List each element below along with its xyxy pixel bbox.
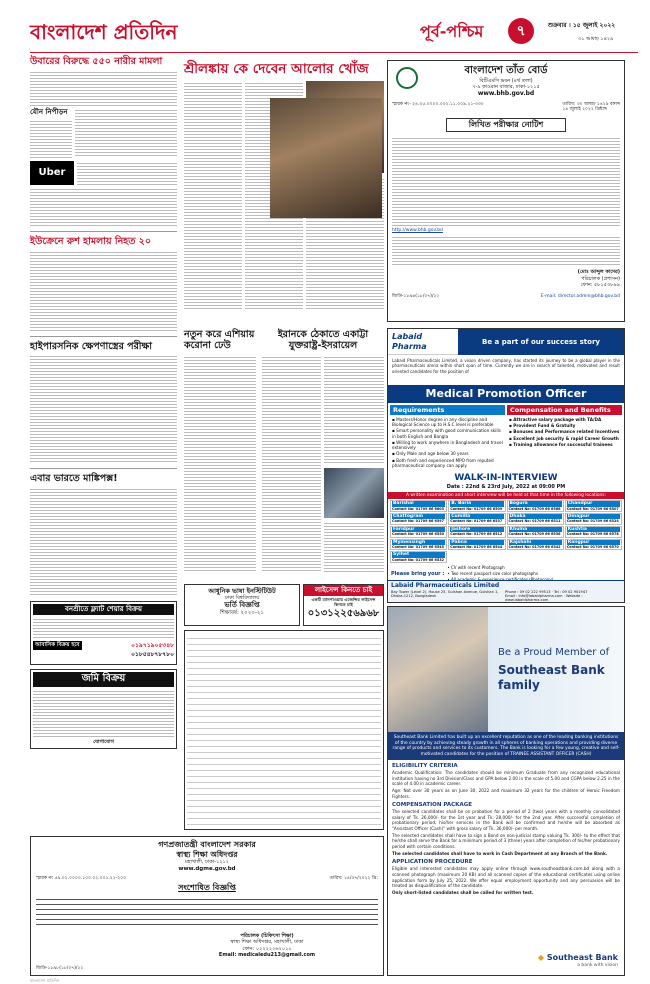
story-missile-headline[interactable]: হাইপারসনিক ক্ষেপণাস্ত্রের পরীক্ষা bbox=[30, 340, 152, 352]
location-cell[interactable] bbox=[565, 539, 622, 551]
location-city: Pabna bbox=[450, 540, 503, 546]
requirement-item: ▪ Smart personality with good communication skills in both English and Bangla bbox=[392, 428, 501, 439]
labaid-intro: Labaid Pharmaceuticals Limited, a vision driven company, has started its journey to be a global player in the pharmaceuticals arena within short span of time. Currently we are in search of talented, motivated and result oriented candidates for the position of bbox=[392, 358, 620, 374]
school-label: ভর্তি বিজ্ঞপ্তি bbox=[224, 601, 260, 610]
labaid-footer-address: Bay Tower (Level 2), House 25, Gulshan Avenue, Gulshan 1, Dhaka-1212, Bangladesh bbox=[391, 589, 499, 598]
masthead bbox=[0, 0, 650, 52]
main-story-headline[interactable]: শ্রীলঙ্কায় কে দেবেন আলোর খোঁজ bbox=[184, 61, 369, 77]
sbl-logo-icon: ◆ bbox=[537, 953, 545, 963]
location-city: Barishal bbox=[392, 501, 445, 507]
bring-item: • CV with recent Photograph bbox=[447, 565, 505, 571]
labaid-footer-phone[interactable]: Phone : 09 02 222 99513 bbox=[505, 589, 551, 594]
story-asia-covid bbox=[184, 330, 256, 580]
location-cell[interactable] bbox=[507, 500, 564, 512]
tender-signer-phone: ফোন: ৫৮১৫৩৮৯৯ bbox=[580, 281, 620, 288]
sbl-logo-text: Southeast Bank bbox=[546, 953, 618, 963]
sbl-logo-sub: a bank with vision bbox=[577, 963, 618, 969]
location-phone: Contact No: 01709 66 6512 bbox=[450, 532, 503, 537]
tender-address: ৭-৯ কাওরান বাজার, ঢাকা-১২১৫ bbox=[472, 83, 540, 90]
location-city: Mymensingh bbox=[392, 540, 445, 546]
location-phone: Contact No: 01709 66 6536 bbox=[508, 532, 561, 537]
classified-flat[interactable] bbox=[30, 601, 177, 665]
requirement-item: ▪ Willing to work anywhere in Bangladesh and travel extensively bbox=[392, 439, 503, 451]
sbl-comp-2: The selected candidates shall have to sign a Bond on non-judicial stamp valuing Tk. 300/- to the effect that he/she shall serve the Bank for a minimum period of 3 (three) years after completion of his/her probationary period with certain conditions. bbox=[392, 832, 620, 850]
admission-table bbox=[184, 630, 384, 830]
tender-logo bbox=[396, 67, 418, 89]
uber-logo bbox=[30, 161, 74, 185]
labaid-logo[interactable]: Labaid Pharma bbox=[392, 331, 427, 351]
location-cell[interactable] bbox=[507, 526, 564, 538]
dghs-ref: স্মারক নং ৫৯.০২.০০০০.১০০.০২.০০১.২২-২০০ bbox=[36, 875, 127, 881]
classified-flat-phone[interactable]: ০১৯৭১৯০৫৩৪৮ bbox=[131, 641, 174, 649]
labaid-footer-email[interactable]: Email : info@labaidpharma.com bbox=[505, 593, 563, 598]
labaid-footer-web[interactable]: Website : www.labaidpharma.com bbox=[505, 593, 583, 603]
crowd-photo bbox=[270, 98, 382, 218]
page-folio: বাংলাদেশ প্রতিদিন bbox=[30, 978, 60, 983]
labaid-footer-tel[interactable]: Tel : 09 02 901947 bbox=[553, 589, 588, 594]
labaid-walkin-date: Date : 22nd & 23rd July, 2022 at 09:00 PM bbox=[446, 484, 566, 491]
newspaper-logo[interactable]: বাংলাদেশ প্রতিদিন bbox=[30, 20, 178, 44]
sbl-headline-1: Be a Proud Member of bbox=[498, 647, 610, 658]
dghs-title: সংশোধিত বিজ্ঞপ্তি bbox=[178, 883, 236, 893]
sbl-age: Age: Not over 30 years as on June 30, 2022 and maximum 32 years for the children of Heroic Freedom Fighters. bbox=[392, 787, 620, 799]
dghs-signer-sub: স্বাস্থ্য শিক্ষা অধিদপ্তর, মহাখালী, ঢাকা bbox=[230, 939, 304, 946]
location-cell[interactable] bbox=[390, 526, 447, 538]
story-uber-inline-label bbox=[30, 108, 72, 159]
story-uber-inline-label-text: যৌন নিপীড়ন bbox=[30, 107, 68, 116]
school-session: শিক্ষাবর্ষ: ২০২০-২১ bbox=[219, 610, 264, 617]
classified-land-title: জমি বিক্রয় bbox=[33, 672, 174, 687]
dghs-date: তারিখ: ১৪/০৭/২০২২ খ্রি: bbox=[329, 875, 378, 881]
dghs-govt: গণপ্রজাতন্ত্রী বাংলাদেশ সরকার bbox=[158, 840, 256, 849]
dghs-dept: স্বাস্থ্য শিক্ষা অধিদপ্তর bbox=[176, 850, 238, 859]
story-uber-body-5 bbox=[30, 187, 177, 227]
dghs-signer-phone: ফোন: ০২২২২২৬২০১০ bbox=[242, 945, 292, 952]
dghs-notice[interactable] bbox=[30, 836, 384, 976]
classified-flat-body bbox=[33, 617, 174, 639]
classified-flat-title: বনশ্রীতে ফ্ল্যাট শেয়ার বিক্রয় bbox=[33, 604, 174, 615]
location-phone: Contact No: 01709 66 6545 bbox=[392, 545, 444, 550]
location-phone: Contact No: 01709 66 6550 bbox=[392, 532, 444, 537]
southeast-bank-ad[interactable] bbox=[387, 606, 625, 976]
location-cell[interactable] bbox=[448, 526, 505, 538]
location-phone: Contact No: 01709 66 6532 bbox=[392, 558, 444, 563]
location-city: Bogura bbox=[509, 501, 562, 507]
dghs-web[interactable]: www.dgme.gov.bd bbox=[178, 865, 236, 872]
location-phone: Contact No: 01709 66 6578 bbox=[566, 532, 619, 537]
classified-land[interactable] bbox=[30, 669, 177, 749]
story-uber-body-2 bbox=[30, 119, 72, 159]
location-cell[interactable] bbox=[507, 513, 564, 525]
section-title: পূর্ব-পশ্চিম bbox=[420, 22, 484, 41]
labaid-walkin: WALK-IN-INTERVIEW bbox=[454, 473, 558, 484]
labaid-benefits-title: Compensation and Benefits bbox=[507, 405, 622, 415]
masthead-rule bbox=[30, 52, 638, 53]
page-number bbox=[508, 18, 534, 44]
benefit-item: ▪ Bonuses and Performance related Incentives bbox=[509, 429, 620, 435]
location-cell[interactable] bbox=[390, 539, 447, 551]
divider bbox=[30, 231, 177, 232]
uber-logo-text: Uber bbox=[38, 166, 66, 178]
sbl-eligibility-title: ELIGIBILITY CRITERIA bbox=[392, 763, 458, 769]
benefit-item: ▪ Attractive salary package with TA/DA bbox=[509, 416, 602, 422]
location-city: Dinajpur bbox=[567, 514, 620, 520]
license-sub: একটি ম্যানপাওয়ার এজেন্সির লাইসেন্স কিনতে চাই bbox=[311, 596, 376, 607]
tender-body-2 bbox=[392, 235, 620, 265]
story-ukraine-body bbox=[30, 250, 177, 332]
left-column bbox=[30, 56, 177, 941]
tender-govt-ref: জিডি-১৮৯৬(১৮/০৭)/২২ bbox=[392, 294, 440, 300]
location-city: Cumilla bbox=[450, 514, 503, 520]
dghs-email[interactable]: Email: medicaledu213@gmail.com bbox=[218, 951, 316, 958]
license-ad[interactable] bbox=[303, 584, 384, 626]
location-city: Sylhet bbox=[392, 552, 445, 558]
location-phone: Contact No: 01709 66 6511 bbox=[508, 519, 561, 524]
bring-item: • Two recent passport size color photographs bbox=[447, 571, 538, 577]
requirement-item: ▪ Masters/Honor degree in any discipline and Biological Science up to H.S.C level is preferable bbox=[392, 416, 494, 428]
labaid-ad[interactable] bbox=[387, 328, 625, 603]
story-uber-body-3 bbox=[75, 108, 177, 158]
labaid-please-bring: Please bring your : bbox=[391, 571, 445, 578]
labaid-footer: Labaid Pharmaceuticals Limited Bay Tower (Level 2), House 25, Gulshan Avenue, Gulshan 1, Dhaka-1212, Bangladesh Phone : 09 02 222 99513 · Tel : 09 02 901947 Email : info@labaidpharma.com · Website : www.labaidpharma.com bbox=[388, 580, 624, 602]
tender-title: লিখিত পরীক্ষার নোটিশ bbox=[446, 118, 566, 132]
location-phone: Contact No: 01709 66 6542 bbox=[508, 545, 561, 550]
story-missile-body bbox=[30, 354, 177, 464]
benefit-item: ▪ Provident Fund & Gratuity bbox=[509, 423, 576, 429]
sbl-intro: Southeast Bank Limited has built up an excellent reputation as one of the leading banking institutions of the country by achieving steady growth in all spheres of banking operations and providing diverse range of products and services to its customers. The Bank is looking for a few young, creative and self-motivated candidates for the position of TRAINEE ASSISTANT OFFICER (CASH) bbox=[388, 732, 624, 760]
sbl-apply-note: Only short-listed candidates shall be called for written test. bbox=[392, 890, 534, 896]
story-iran-col2 bbox=[324, 355, 384, 465]
labaid-footer-company: Labaid Pharmaceuticals Limited bbox=[391, 582, 500, 589]
sbl-banner bbox=[388, 607, 624, 732]
school-sub: ঢাকা বিশ্ববিদ্যালয় bbox=[224, 595, 260, 602]
sbl-headline-2: Southeast Bank family bbox=[498, 663, 605, 692]
divider bbox=[30, 468, 177, 469]
sbl-comp-title: COMPENSATION PACKAGE bbox=[392, 802, 472, 809]
classified-land-contact: যোগাযোগ bbox=[93, 738, 114, 745]
location-cell[interactable] bbox=[507, 539, 564, 551]
story-iran-col1 bbox=[262, 355, 321, 573]
location-phone: Contact No: 01709 66 6570 bbox=[566, 545, 619, 550]
story-iran-col3 bbox=[324, 521, 384, 573]
sbl-apply: Eligible and interested candidates may apply online through www.southeastbank.com.bd along with a scanned photograph (maximum 20 KB) and all scanned copies of the educational certificates using online application form by July 25, 2022. We offer equal employment opportunity and any persuasion will be treated as disqualification of the candidate. bbox=[392, 866, 620, 889]
story-asia-covid-body bbox=[184, 355, 256, 573]
story-iran bbox=[262, 330, 384, 580]
location-city: Kushtia bbox=[567, 527, 620, 533]
requirement-item: ▪ Only Male and age below 30 years bbox=[392, 451, 469, 457]
labaid-tagline: Be a part of our success story bbox=[458, 329, 624, 355]
divider bbox=[30, 336, 177, 337]
tender-org: বাংলাদেশ তাঁত বোর্ড bbox=[464, 65, 548, 76]
location-city: B. Baria bbox=[450, 501, 503, 507]
location-cell[interactable] bbox=[390, 551, 447, 563]
tender-email[interactable]: E-mail: director.admin@bhb.gov.bd bbox=[540, 294, 620, 300]
location-city: Faridpur bbox=[392, 527, 445, 533]
location-city: Jashore bbox=[450, 527, 503, 533]
dghs-address: মহাখালী, ঢাকা-১২১২ bbox=[185, 859, 229, 866]
tender-signer: (মোঃ আব্দুল কাদের) bbox=[577, 269, 620, 276]
tender-body bbox=[392, 136, 620, 226]
story-iran-headline[interactable]: ইরানকে ঠেকাতে একাট্টা যুক্তরাষ্ট্র-ইসরায়েল bbox=[277, 329, 369, 351]
classified-flat-banner: আবাসিক বিক্রয় হবে bbox=[35, 642, 80, 648]
location-cell[interactable] bbox=[565, 526, 622, 538]
sbl-comp-1: The selected candidates shall be on probation for a period of 2 (two) years with a monthly consolidated salary of Tk. 26,000/- for the 1st year and Tk. 28,000/- for the 2nd year. After successful completion of probationary period, his/her services in the Bank will be confirmed and he/she will be absorbed as "Assistant Officer (Cash)" with gross salary of Tk. 36,000/- per month. bbox=[392, 809, 620, 832]
admission-table-body bbox=[187, 633, 381, 829]
story-uber-body bbox=[30, 70, 177, 106]
tender-signer-title: পরিচালক (প্রশাসন) bbox=[581, 275, 620, 282]
issue-date: শুক্রবার । ১৫ জুলাই ২০২২ bbox=[548, 22, 616, 29]
location-city: Chandpur bbox=[567, 501, 620, 507]
location-phone: Contact No: 01709 66 6597 bbox=[392, 519, 444, 524]
labaid-requirements-list bbox=[390, 415, 505, 471]
location-cell[interactable] bbox=[390, 513, 447, 525]
labaid-benefits-list bbox=[507, 415, 622, 450]
location-city: Rangpur bbox=[567, 540, 620, 546]
labaid-position: Medical Promotion Officer bbox=[388, 385, 624, 403]
sbl-eligibility: Academic Qualification: The candidates should be minimum Graduate from any recognized educational institution having no 3rd Division/Class and GPA below 2.00 in the scale of 5.00 and CGPA below 2.25 in the scale of 4.00 in academic career. bbox=[392, 769, 620, 787]
location-cell[interactable] bbox=[565, 513, 622, 525]
school-admission-ad[interactable] bbox=[184, 584, 300, 626]
benefit-item: ▪ Excellent job security & rapid Career Growth bbox=[509, 435, 619, 441]
issue-date-bangla: ৩১ আষাঢ় ১৪২৯ bbox=[578, 36, 614, 42]
location-cell[interactable] bbox=[390, 500, 447, 512]
story-uber-body-4 bbox=[77, 161, 177, 185]
location-phone: Contact No: 01709 66 6603 bbox=[392, 506, 444, 511]
location-cell[interactable] bbox=[448, 513, 505, 525]
requirement-item: ▪ Both fresh and experienced MPO from reputed pharmaceutical company can apply bbox=[392, 457, 494, 468]
tender-web[interactable]: www.bhb.gov.bd bbox=[477, 90, 535, 97]
location-phone: Contact No: 01709 66 6568 bbox=[508, 506, 561, 511]
location-city: Rajshahi bbox=[509, 540, 562, 546]
location-cell[interactable] bbox=[448, 539, 505, 551]
labaid-locations bbox=[388, 500, 624, 563]
sbl-apply-title: APPLICATION PROCEDURE bbox=[392, 859, 473, 866]
school-name: আধুনিক ভাষা ইনস্টিটিউট bbox=[208, 587, 276, 595]
location-phone: Contact No: 01709 66 6524 bbox=[566, 519, 619, 524]
tender-date-en: ১৪ জুলাই ২০২২ খ্রিষ্টাব্দ bbox=[562, 107, 608, 113]
story-asia-covid-headline[interactable]: নতুন করে এশিয়ায় করোনা ঢেউ bbox=[184, 329, 255, 351]
sbl-comp-3: The selected candidates shall have to work in Cash Department at any Branch of the Bank. bbox=[392, 850, 608, 856]
tender-notice[interactable] bbox=[387, 60, 625, 322]
location-city: Khulna bbox=[509, 527, 562, 533]
benefit-item: ▪ Training allowance for successful trainees bbox=[509, 441, 613, 447]
tender-org-sub: বিটিএমসি ভবন (৪র্থ তলা) bbox=[479, 77, 533, 84]
page-number-value: ৭ bbox=[516, 23, 526, 39]
dghs-govt-ref: জিডি-১৮৯৮(১৮/০৭)/২২ bbox=[36, 966, 84, 972]
tender-link[interactable]: http://www.bhb.gov.bd bbox=[392, 227, 443, 233]
location-phone: Contact No: 01709 66 6544 bbox=[450, 545, 503, 550]
uber-logo-box bbox=[30, 161, 177, 185]
location-cell[interactable] bbox=[565, 500, 622, 512]
location-phone: Contact No: 01709 66 6537 bbox=[450, 519, 503, 524]
dghs-signer: পরিচালক (চিকিৎসা শিক্ষা) bbox=[240, 933, 294, 940]
location-phone: Contact No: 01709 66 6509 bbox=[450, 506, 503, 511]
story-ukraine-headline[interactable]: ইউক্রেনে রুশ হামলায় নিহত ২০ bbox=[30, 235, 152, 247]
main-story-col1 bbox=[184, 81, 242, 311]
classified-land-body bbox=[33, 689, 174, 737]
tender-date: তারিখ: ৩০ আষাঢ় ১৪২৯ বঙ্গাব্দ bbox=[562, 101, 620, 107]
dghs-body bbox=[36, 895, 378, 929]
sbl-people-photo bbox=[388, 607, 488, 732]
sbl-logo[interactable] bbox=[538, 953, 618, 963]
story-monkeypox-headline[interactable]: এবার ভারতে মাঙ্কিপক্স! bbox=[30, 473, 118, 485]
location-phone: Contact No: 01709 66 6507 bbox=[566, 506, 619, 511]
tender-ref: স্মারক নং- ২৪.০৫.০০০০.০০২.১১.০০৯.২১-৩৩০ bbox=[392, 101, 484, 107]
license-phone[interactable]: ০১৩১২২৫৬৯৬৮ bbox=[307, 608, 380, 620]
location-cell[interactable] bbox=[448, 500, 505, 512]
location-city: Chattogram bbox=[392, 514, 445, 520]
story-uber-headline[interactable]: উবারের বিরুদ্ধে ৫৫০ নারীর মামলা bbox=[30, 56, 163, 67]
story-iran-photo bbox=[324, 468, 384, 518]
license-title: লাইসেন্স কিনতে চাই bbox=[304, 585, 383, 596]
location-city: Dhaka bbox=[509, 514, 562, 520]
classified-flat-phone-2[interactable]: ০১৮৫৪৮৭৮৭৮০ bbox=[131, 650, 174, 658]
story-monkeypox-body bbox=[30, 487, 177, 597]
labaid-written-note: A written examination and short interview will be held at that time in the following locations: bbox=[388, 492, 624, 499]
labaid-requirements-title: Requirements bbox=[390, 405, 505, 415]
